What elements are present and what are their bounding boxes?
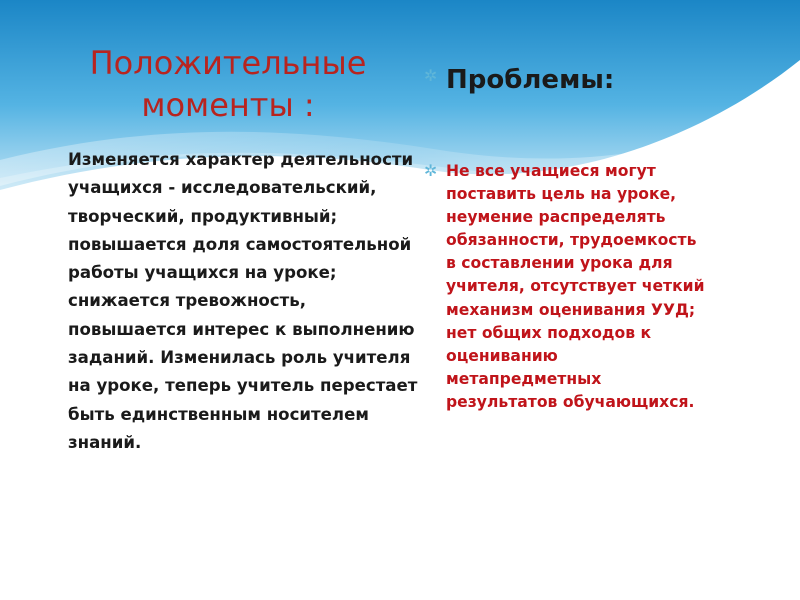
problems-line: обязанности, трудоемкость [446,231,697,250]
bullet-icon: ✲ [424,161,438,180]
problems-heading: Проблемы: [446,65,615,95]
problems-text [446,160,772,414]
heading-line-1: Положительные [89,44,367,82]
problems-line: неумение распределять [446,208,666,227]
heading-line-2: моменты : [141,86,315,124]
problems-line: результатов обучающихся. [446,392,695,411]
positive-moments-heading [58,42,398,126]
problems-line: учителя, отсутствует четкий [446,277,705,296]
problems-line: оцениванию [446,346,558,365]
problems-line: механизм оценивания УУД; [446,300,696,319]
bullet-icon: ✲ [424,66,438,85]
positive-moments-text: Изменяется характер деятельности учащихся - исследовательский, творческий, продуктивный; повышается доля самостоятельной работы учащихся на уроке; снижается тревожность, повышается интерес к выполнению заданий. Изменилась роль учителя на уроке, теперь учитель перестает быть единственным носителем знаний. [68,150,418,452]
problems-line: поставить цель на уроке, [446,185,677,204]
problems-line: нет общих подходов к [446,323,652,342]
problems-line: в составлении урока для [446,254,673,273]
problems-line: метапредметных [446,369,602,388]
problems-line: Не все учащиеся могут [446,162,656,180]
